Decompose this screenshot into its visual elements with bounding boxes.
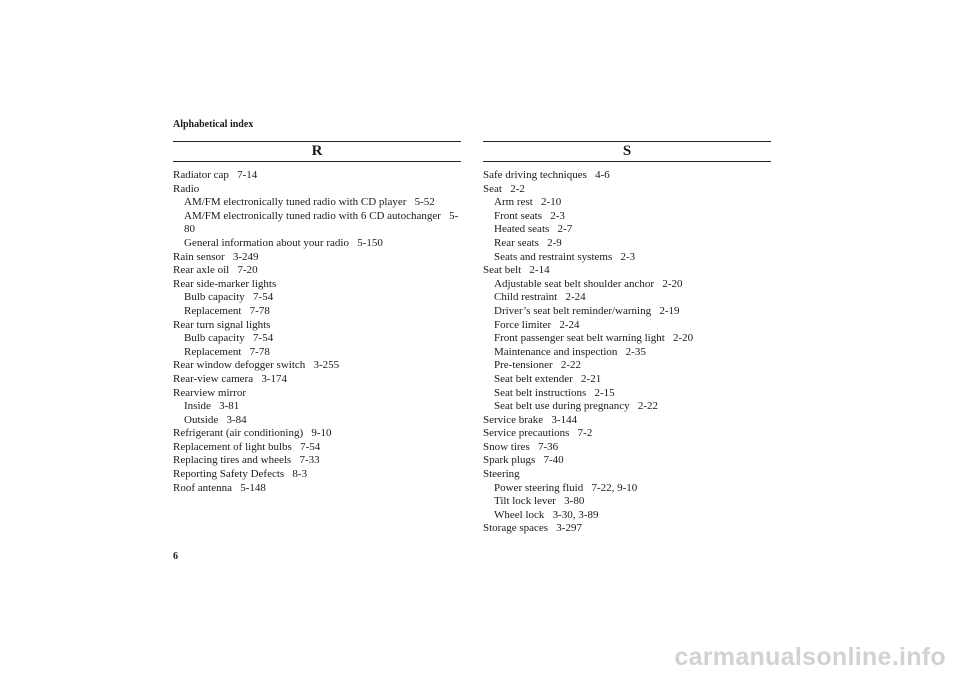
index-entry: Replacing tires and wheels 7-33	[173, 454, 320, 467]
index-entry: Service brake 3-144	[483, 413, 578, 426]
index-subentry: Seat belt extender 2-21	[494, 372, 602, 385]
index-entry: Refrigerant (air conditioning) 9-10	[173, 427, 332, 440]
index-entry-list-r	[173, 169, 461, 495]
index-entry: Radio	[173, 182, 200, 195]
index-entry: Rear side-marker lights	[173, 277, 277, 290]
index-subentry: General information about your radio 5-150	[184, 236, 383, 249]
index-subentry: Replacement 7-78	[184, 304, 270, 317]
index-entry: Rearview mirror	[173, 386, 246, 399]
index-column-s	[483, 141, 771, 536]
index-subentry: Seats and restraint systems 2-3	[494, 250, 636, 263]
index-entry: Rain sensor 3-249	[173, 250, 259, 263]
index-subentry: Power steering fluid 7-22, 9-10	[494, 481, 638, 494]
index-entry: Spark plugs 7-40	[483, 454, 564, 467]
index-entry: Rear-view camera 3-174	[173, 372, 288, 385]
index-subentry: Maintenance and inspection 2-35	[494, 345, 646, 358]
index-subentry: Bulb capacity 7-54	[184, 332, 274, 345]
index-subentry: Outside 3-84	[184, 413, 247, 426]
index-subentry: Driver’s seat belt reminder/warning 2-19	[494, 304, 680, 317]
index-subentry: Child restraint 2-24	[494, 291, 586, 304]
index-entry: Radiator cap 7-14	[173, 169, 258, 181]
index-entry: Service precautions 7-2	[483, 427, 593, 440]
index-column-r	[173, 141, 461, 495]
index-entry: Rear axle oil 7-20	[173, 264, 258, 277]
index-subentry: Replacement 7-78	[184, 345, 270, 358]
index-subentry: AM/FM electronically tuned radio with CD player 5-52	[184, 196, 435, 209]
index-entry: Safe driving techniques 4-6	[483, 169, 610, 181]
index-subentry: Adjustable seat belt shoulder anchor 2-20	[494, 277, 683, 290]
index-subentry: Tilt lock lever 3-80	[494, 495, 585, 508]
index-entry: Storage spaces 3-297	[483, 522, 582, 535]
index-subentry: Force limiter 2-24	[494, 318, 580, 331]
index-subentry: Heated seats 2-7	[494, 223, 573, 236]
index-subentry: Pre-tensioner 2-22	[494, 359, 582, 372]
index-subentry: Wheel lock 3-30, 3-89	[494, 508, 599, 521]
page-number: 6	[173, 551, 178, 562]
index-subentry: Inside 3-81	[184, 400, 240, 413]
index-entry: Snow tires 7-36	[483, 440, 559, 453]
page-header-title: Alphabetical index	[173, 119, 254, 130]
section-letter-s: S	[483, 141, 771, 162]
index-subentry: Front passenger seat belt warning light 2-20	[494, 332, 694, 345]
index-entry: Rear window defogger switch 3-255	[173, 359, 340, 372]
watermark-text: carmanualsonline.info	[674, 643, 946, 671]
section-letter-r: R	[173, 141, 461, 162]
index-entry: Seat belt 2-14	[483, 264, 550, 277]
index-entry: Reporting Safety Defects 8-3	[173, 468, 308, 481]
index-subentry: 80	[184, 223, 195, 236]
index-subentry: Front seats 2-3	[494, 209, 565, 222]
index-subentry: Seat belt instructions 2-15	[494, 386, 615, 399]
index-entry-list-s	[483, 169, 771, 536]
index-subentry: Arm rest 2-10	[494, 196, 562, 209]
index-subentry: Bulb capacity 7-54	[184, 291, 274, 304]
index-entry: Rear turn signal lights	[173, 318, 271, 331]
index-subentry: AM/FM electronically tuned radio with 6 CD autochanger 5-	[184, 209, 459, 222]
index-entry: Roof antenna 5-148	[173, 481, 266, 494]
index-entry: Seat 2-2	[483, 182, 525, 195]
index-subentry: Rear seats 2-9	[494, 236, 562, 249]
index-entry: Steering	[483, 468, 520, 481]
index-entry: Replacement of light bulbs 7-54	[173, 440, 321, 453]
index-subentry: Seat belt use during pregnancy 2-22	[494, 400, 659, 413]
